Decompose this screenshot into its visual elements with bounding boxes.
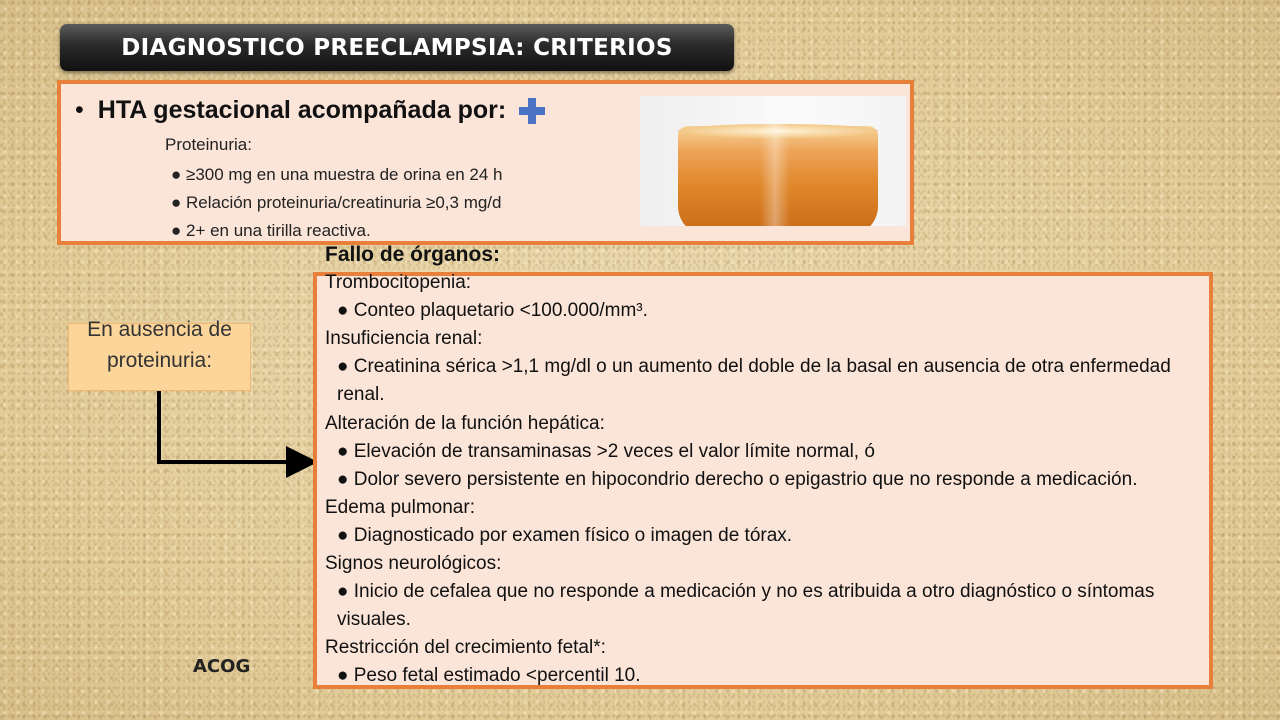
- slide-title: DIAGNOSTICO PREECLAMPSIA: CRITERIOS: [60, 24, 734, 71]
- section-item: ● Conteo plaquetario <100.000/mm³.: [337, 300, 648, 322]
- proteinuria-item: ● ≥300 mg en una muestra de orina en 24 h: [171, 165, 503, 184]
- section-item: ● Dolor severo persistente en hipocondrio derecho o epigastrio que no responde a medicación.: [337, 468, 1138, 490]
- section-label: Signos neurológicos:: [325, 553, 502, 575]
- proteinuria-item: ● Relación proteinuria/creatinuria ≥0,3 mg/d: [171, 193, 502, 212]
- source-label: ACOG: [193, 656, 251, 677]
- proteinuria-list: [171, 161, 502, 245]
- section-item: ● Elevación de transaminasas >2 veces el valor límite normal, ó: [337, 440, 875, 462]
- section-item: ● Creatinina sérica >1,1 mg/dl o un aumento del doble de la basal en ausencia de otra enfermedad renal.: [337, 356, 1171, 406]
- urine-sample-photo: [640, 96, 906, 226]
- section-item: ● Inicio de cefalea que no responde a medicación y no es atribuida a otro diagnóstico o síntomas visuales.: [337, 581, 1155, 631]
- section-label: Trombocitopenia:: [325, 272, 472, 294]
- plus-icon: [519, 98, 545, 124]
- section-label: Restricción del crecimiento fetal*:: [325, 637, 606, 659]
- section-label: Insuficiencia renal:: [325, 328, 483, 350]
- section-item: ● Diagnosticado por examen físico o imagen de tórax.: [337, 524, 793, 546]
- cup-shine: [760, 96, 790, 226]
- section-label: Alteración de la función hepática:: [325, 412, 605, 434]
- proteinuria-item: ● 2+ en una tirilla reactiva.: [171, 221, 371, 240]
- bullet: •: [75, 96, 84, 124]
- section-item: ● Peso fetal estimado <percentil 10.: [337, 665, 641, 687]
- hta-heading: [75, 96, 506, 125]
- absence-proteinuria-box: [68, 318, 251, 391]
- organ-failure-heading: Fallo de órganos:: [325, 243, 501, 266]
- section-label: Edema pulmonar:: [325, 496, 475, 518]
- proteinuria-label: Proteinuria:: [165, 135, 252, 154]
- absence-label: En ausencia de proteinuria:: [87, 318, 232, 372]
- hta-heading-text: HTA gestacional acompañada por:: [97, 96, 507, 124]
- organ-failure-content: [325, 241, 1205, 691]
